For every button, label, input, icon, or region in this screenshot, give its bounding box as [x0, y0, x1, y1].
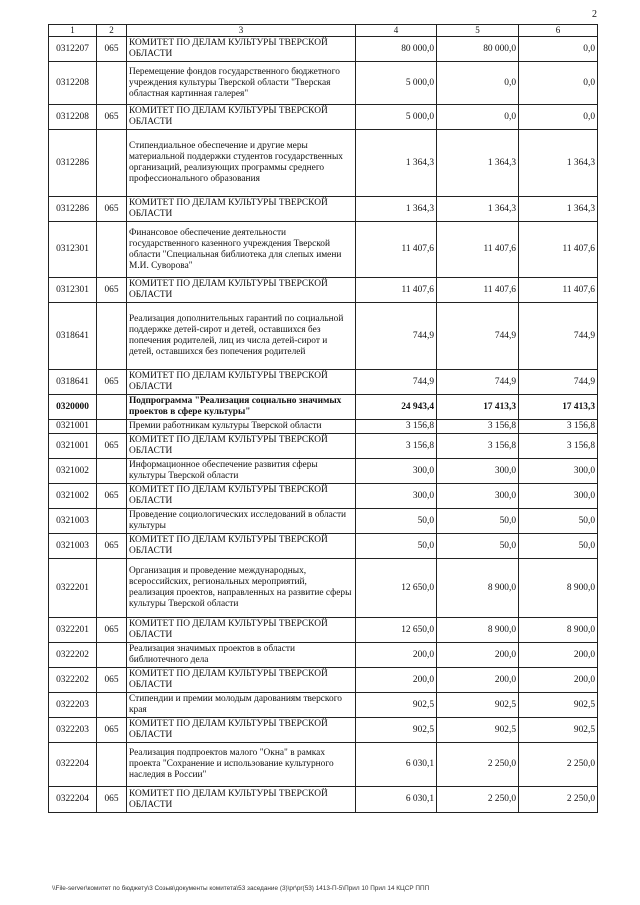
table-row [49, 105, 598, 130]
name-cell: Стипендиальное обеспечение и другие меры материальной поддержки студентов государственных организаций, реализующих программы среднего профессионального образования [127, 130, 356, 197]
name-cell: Премии работникам культуры Тверской области [127, 420, 356, 434]
name-cell: Перемещение фондов государственного бюджетного учреждения культуры Тверской области "Тверская областная картинная галерея" [127, 62, 356, 105]
name-cell: Стипендии и премии молодым дарованиям тверского края [127, 693, 356, 718]
code-cell: 0312207 [49, 37, 97, 62]
name-cell: Реализация значимых проектов в области библиотечного дела [127, 643, 356, 668]
name-cell: КОМИТЕТ ПО ДЕЛАМ КУЛЬТУРЫ ТВЕРСКОЙ ОБЛАСТИ [127, 668, 356, 693]
value-col6-cell: 0,0 [519, 105, 598, 130]
table-row [49, 534, 598, 559]
value-col5-cell: 80 000,0 [437, 37, 519, 62]
value-col4-cell: 200,0 [356, 668, 437, 693]
value-col5-cell: 744,9 [437, 303, 519, 370]
value-col6-cell: 744,9 [519, 370, 598, 395]
group-code-cell [97, 303, 127, 370]
value-col6-cell: 11 407,6 [519, 222, 598, 278]
value-col5-cell: 2 250,0 [437, 787, 519, 813]
table-row [49, 37, 598, 62]
name-cell: КОМИТЕТ ПО ДЕЛАМ КУЛЬТУРЫ ТВЕРСКОЙ ОБЛАСТИ [127, 787, 356, 813]
value-col4-cell: 5 000,0 [356, 62, 437, 105]
value-col6-cell: 1 364,3 [519, 197, 598, 222]
code-cell: 0321002 [49, 459, 97, 484]
code-cell: 0312208 [49, 62, 97, 105]
code-cell: 0312301 [49, 222, 97, 278]
value-col4-cell: 6 030,1 [356, 743, 437, 787]
group-code-cell: 065 [97, 534, 127, 559]
code-cell: 0322203 [49, 718, 97, 743]
code-cell: 0321001 [49, 434, 97, 459]
table-row [49, 62, 598, 105]
code-cell: 0318641 [49, 303, 97, 370]
value-col5-cell: 50,0 [437, 534, 519, 559]
table-row [49, 278, 598, 303]
name-cell: КОМИТЕТ ПО ДЕЛАМ КУЛЬТУРЫ ТВЕРСКОЙ ОБЛАСТИ [127, 370, 356, 395]
value-col4-cell: 11 407,6 [356, 222, 437, 278]
value-col6-cell: 200,0 [519, 643, 598, 668]
value-col4-cell: 300,0 [356, 484, 437, 509]
group-code-cell: 065 [97, 484, 127, 509]
code-cell: 0322203 [49, 693, 97, 718]
code-cell: 0318641 [49, 370, 97, 395]
table-row [49, 395, 598, 420]
column-header: 4 [356, 25, 437, 37]
name-cell: КОМИТЕТ ПО ДЕЛАМ КУЛЬТУРЫ ТВЕРСКОЙ ОБЛАСТИ [127, 278, 356, 303]
value-col6-cell: 0,0 [519, 62, 598, 105]
value-col5-cell: 0,0 [437, 62, 519, 105]
value-col4-cell: 3 156,8 [356, 420, 437, 434]
group-code-cell [97, 222, 127, 278]
table-row [49, 787, 598, 813]
group-code-cell [97, 395, 127, 420]
column-header: 6 [519, 25, 598, 37]
code-cell: 0322202 [49, 668, 97, 693]
code-cell: 0312208 [49, 105, 97, 130]
group-code-cell: 065 [97, 718, 127, 743]
value-col5-cell: 744,9 [437, 370, 519, 395]
table-row [49, 559, 598, 618]
value-col6-cell: 2 250,0 [519, 743, 598, 787]
code-cell: 0321002 [49, 484, 97, 509]
value-col4-cell: 6 030,1 [356, 787, 437, 813]
value-col5-cell: 17 413,3 [437, 395, 519, 420]
value-col4-cell: 902,5 [356, 693, 437, 718]
value-col6-cell: 11 407,6 [519, 278, 598, 303]
value-col4-cell: 24 943,4 [356, 395, 437, 420]
group-code-cell [97, 693, 127, 718]
value-col5-cell: 300,0 [437, 459, 519, 484]
value-col6-cell: 1 364,3 [519, 130, 598, 197]
name-cell: КОМИТЕТ ПО ДЕЛАМ КУЛЬТУРЫ ТВЕРСКОЙ ОБЛАСТИ [127, 534, 356, 559]
code-cell: 0321003 [49, 534, 97, 559]
code-cell: 0312286 [49, 130, 97, 197]
table-row [49, 459, 598, 484]
value-col5-cell: 902,5 [437, 718, 519, 743]
table-row [49, 222, 598, 278]
table-row [49, 509, 598, 534]
name-cell: Реализация дополнительных гарантий по социальной поддержке детей-сирот и детей, оставшихся без попечения родителей, лиц из числа детей-сирот и детей, оставшихся без попечения родителей [127, 303, 356, 370]
value-col6-cell: 744,9 [519, 303, 598, 370]
table-row [49, 618, 598, 643]
group-code-cell: 065 [97, 618, 127, 643]
name-cell: КОМИТЕТ ПО ДЕЛАМ КУЛЬТУРЫ ТВЕРСКОЙ ОБЛАСТИ [127, 484, 356, 509]
group-code-cell [97, 130, 127, 197]
table-row [49, 668, 598, 693]
value-col4-cell: 902,5 [356, 718, 437, 743]
group-code-cell [97, 509, 127, 534]
table-row [49, 420, 598, 434]
value-col6-cell: 3 156,8 [519, 434, 598, 459]
file-path-footer: \\File-server\комитет по бюджету\3 Созыв\документы комитета\53 заседание (3)\pr\pr(53) 1413-П-5\Прил 10 Прил 14 КЦСР ППП [52, 885, 430, 892]
group-code-cell [97, 559, 127, 618]
column-header: 5 [437, 25, 519, 37]
value-col6-cell: 8 900,0 [519, 618, 598, 643]
group-code-cell: 065 [97, 105, 127, 130]
value-col4-cell: 80 000,0 [356, 37, 437, 62]
value-col4-cell: 5 000,0 [356, 105, 437, 130]
group-code-cell: 065 [97, 278, 127, 303]
group-code-cell [97, 643, 127, 668]
value-col4-cell: 12 650,0 [356, 559, 437, 618]
table-row [49, 434, 598, 459]
code-cell: 0322201 [49, 559, 97, 618]
page-number: 2 [592, 9, 597, 20]
value-col4-cell: 3 156,8 [356, 434, 437, 459]
value-col5-cell: 300,0 [437, 484, 519, 509]
group-code-cell: 065 [97, 787, 127, 813]
table-row [49, 370, 598, 395]
code-cell: 0322204 [49, 787, 97, 813]
value-col6-cell: 902,5 [519, 718, 598, 743]
code-cell: 0312301 [49, 278, 97, 303]
value-col6-cell: 50,0 [519, 534, 598, 559]
group-code-cell: 065 [97, 434, 127, 459]
table-row [49, 693, 598, 718]
value-col4-cell: 300,0 [356, 459, 437, 484]
column-header-row [49, 25, 598, 37]
group-code-cell: 065 [97, 370, 127, 395]
value-col4-cell: 50,0 [356, 509, 437, 534]
table-row [49, 743, 598, 787]
name-cell: Подпрограмма "Реализация социально значимых проектов в сфере культуры" [127, 395, 356, 420]
table-row [49, 484, 598, 509]
name-cell: КОМИТЕТ ПО ДЕЛАМ КУЛЬТУРЫ ТВЕРСКОЙ ОБЛАСТИ [127, 434, 356, 459]
value-col5-cell: 200,0 [437, 668, 519, 693]
group-code-cell: 065 [97, 197, 127, 222]
value-col5-cell: 3 156,8 [437, 420, 519, 434]
group-code-cell: 065 [97, 37, 127, 62]
code-cell: 0312286 [49, 197, 97, 222]
value-col4-cell: 200,0 [356, 643, 437, 668]
group-code-cell: 065 [97, 668, 127, 693]
code-cell: 0322204 [49, 743, 97, 787]
value-col6-cell: 2 250,0 [519, 787, 598, 813]
code-cell: 0322201 [49, 618, 97, 643]
name-cell: КОМИТЕТ ПО ДЕЛАМ КУЛЬТУРЫ ТВЕРСКОЙ ОБЛАСТИ [127, 718, 356, 743]
column-header: 3 [127, 25, 356, 37]
value-col4-cell: 1 364,3 [356, 130, 437, 197]
code-cell: 0320000 [49, 395, 97, 420]
group-code-cell [97, 459, 127, 484]
value-col5-cell: 1 364,3 [437, 130, 519, 197]
value-col4-cell: 744,9 [356, 370, 437, 395]
value-col5-cell: 1 364,3 [437, 197, 519, 222]
name-cell: КОМИТЕТ ПО ДЕЛАМ КУЛЬТУРЫ ТВЕРСКОЙ ОБЛАСТИ [127, 197, 356, 222]
group-code-cell [97, 743, 127, 787]
budget-table [48, 24, 598, 813]
value-col4-cell: 1 364,3 [356, 197, 437, 222]
table-row [49, 718, 598, 743]
name-cell: Организация и проведение международных, всероссийских, региональных мероприятий, реализация проектов, направленных на развитие сферы культуры Тверской области [127, 559, 356, 618]
value-col4-cell: 12 650,0 [356, 618, 437, 643]
group-code-cell [97, 420, 127, 434]
table-row [49, 303, 598, 370]
value-col5-cell: 50,0 [437, 509, 519, 534]
value-col6-cell: 300,0 [519, 459, 598, 484]
value-col6-cell: 3 156,8 [519, 420, 598, 434]
value-col5-cell: 8 900,0 [437, 559, 519, 618]
name-cell: КОМИТЕТ ПО ДЕЛАМ КУЛЬТУРЫ ТВЕРСКОЙ ОБЛАСТИ [127, 37, 356, 62]
value-col5-cell: 2 250,0 [437, 743, 519, 787]
table-row [49, 197, 598, 222]
value-col6-cell: 902,5 [519, 693, 598, 718]
name-cell: КОМИТЕТ ПО ДЕЛАМ КУЛЬТУРЫ ТВЕРСКОЙ ОБЛАСТИ [127, 105, 356, 130]
name-cell: Проведение социологических исследований в области культуры [127, 509, 356, 534]
code-cell: 0321003 [49, 509, 97, 534]
name-cell: Финансовое обеспечение деятельности государственного казенного учреждения Тверской области "Специальная библиотека для слепых имени М.И. Суворова" [127, 222, 356, 278]
value-col6-cell: 17 413,3 [519, 395, 598, 420]
value-col5-cell: 902,5 [437, 693, 519, 718]
value-col6-cell: 0,0 [519, 37, 598, 62]
name-cell: Информационное обеспечение развития сферы культуры Тверской области [127, 459, 356, 484]
value-col4-cell: 50,0 [356, 534, 437, 559]
value-col4-cell: 11 407,6 [356, 278, 437, 303]
value-col5-cell: 11 407,6 [437, 278, 519, 303]
value-col5-cell: 3 156,8 [437, 434, 519, 459]
table-row [49, 130, 598, 197]
table-row [49, 643, 598, 668]
value-col6-cell: 200,0 [519, 668, 598, 693]
value-col5-cell: 11 407,6 [437, 222, 519, 278]
code-cell: 0321001 [49, 420, 97, 434]
value-col6-cell: 300,0 [519, 484, 598, 509]
value-col5-cell: 200,0 [437, 643, 519, 668]
group-code-cell [97, 62, 127, 105]
column-header: 1 [49, 25, 97, 37]
column-header: 2 [97, 25, 127, 37]
value-col6-cell: 50,0 [519, 509, 598, 534]
value-col5-cell: 0,0 [437, 105, 519, 130]
value-col5-cell: 8 900,0 [437, 618, 519, 643]
value-col6-cell: 8 900,0 [519, 559, 598, 618]
name-cell: КОМИТЕТ ПО ДЕЛАМ КУЛЬТУРЫ ТВЕРСКОЙ ОБЛАСТИ [127, 618, 356, 643]
code-cell: 0322202 [49, 643, 97, 668]
name-cell: Реализация подпроектов малого "Окна" в рамках проекта "Сохранение и использование культурного наследия в России" [127, 743, 356, 787]
value-col4-cell: 744,9 [356, 303, 437, 370]
